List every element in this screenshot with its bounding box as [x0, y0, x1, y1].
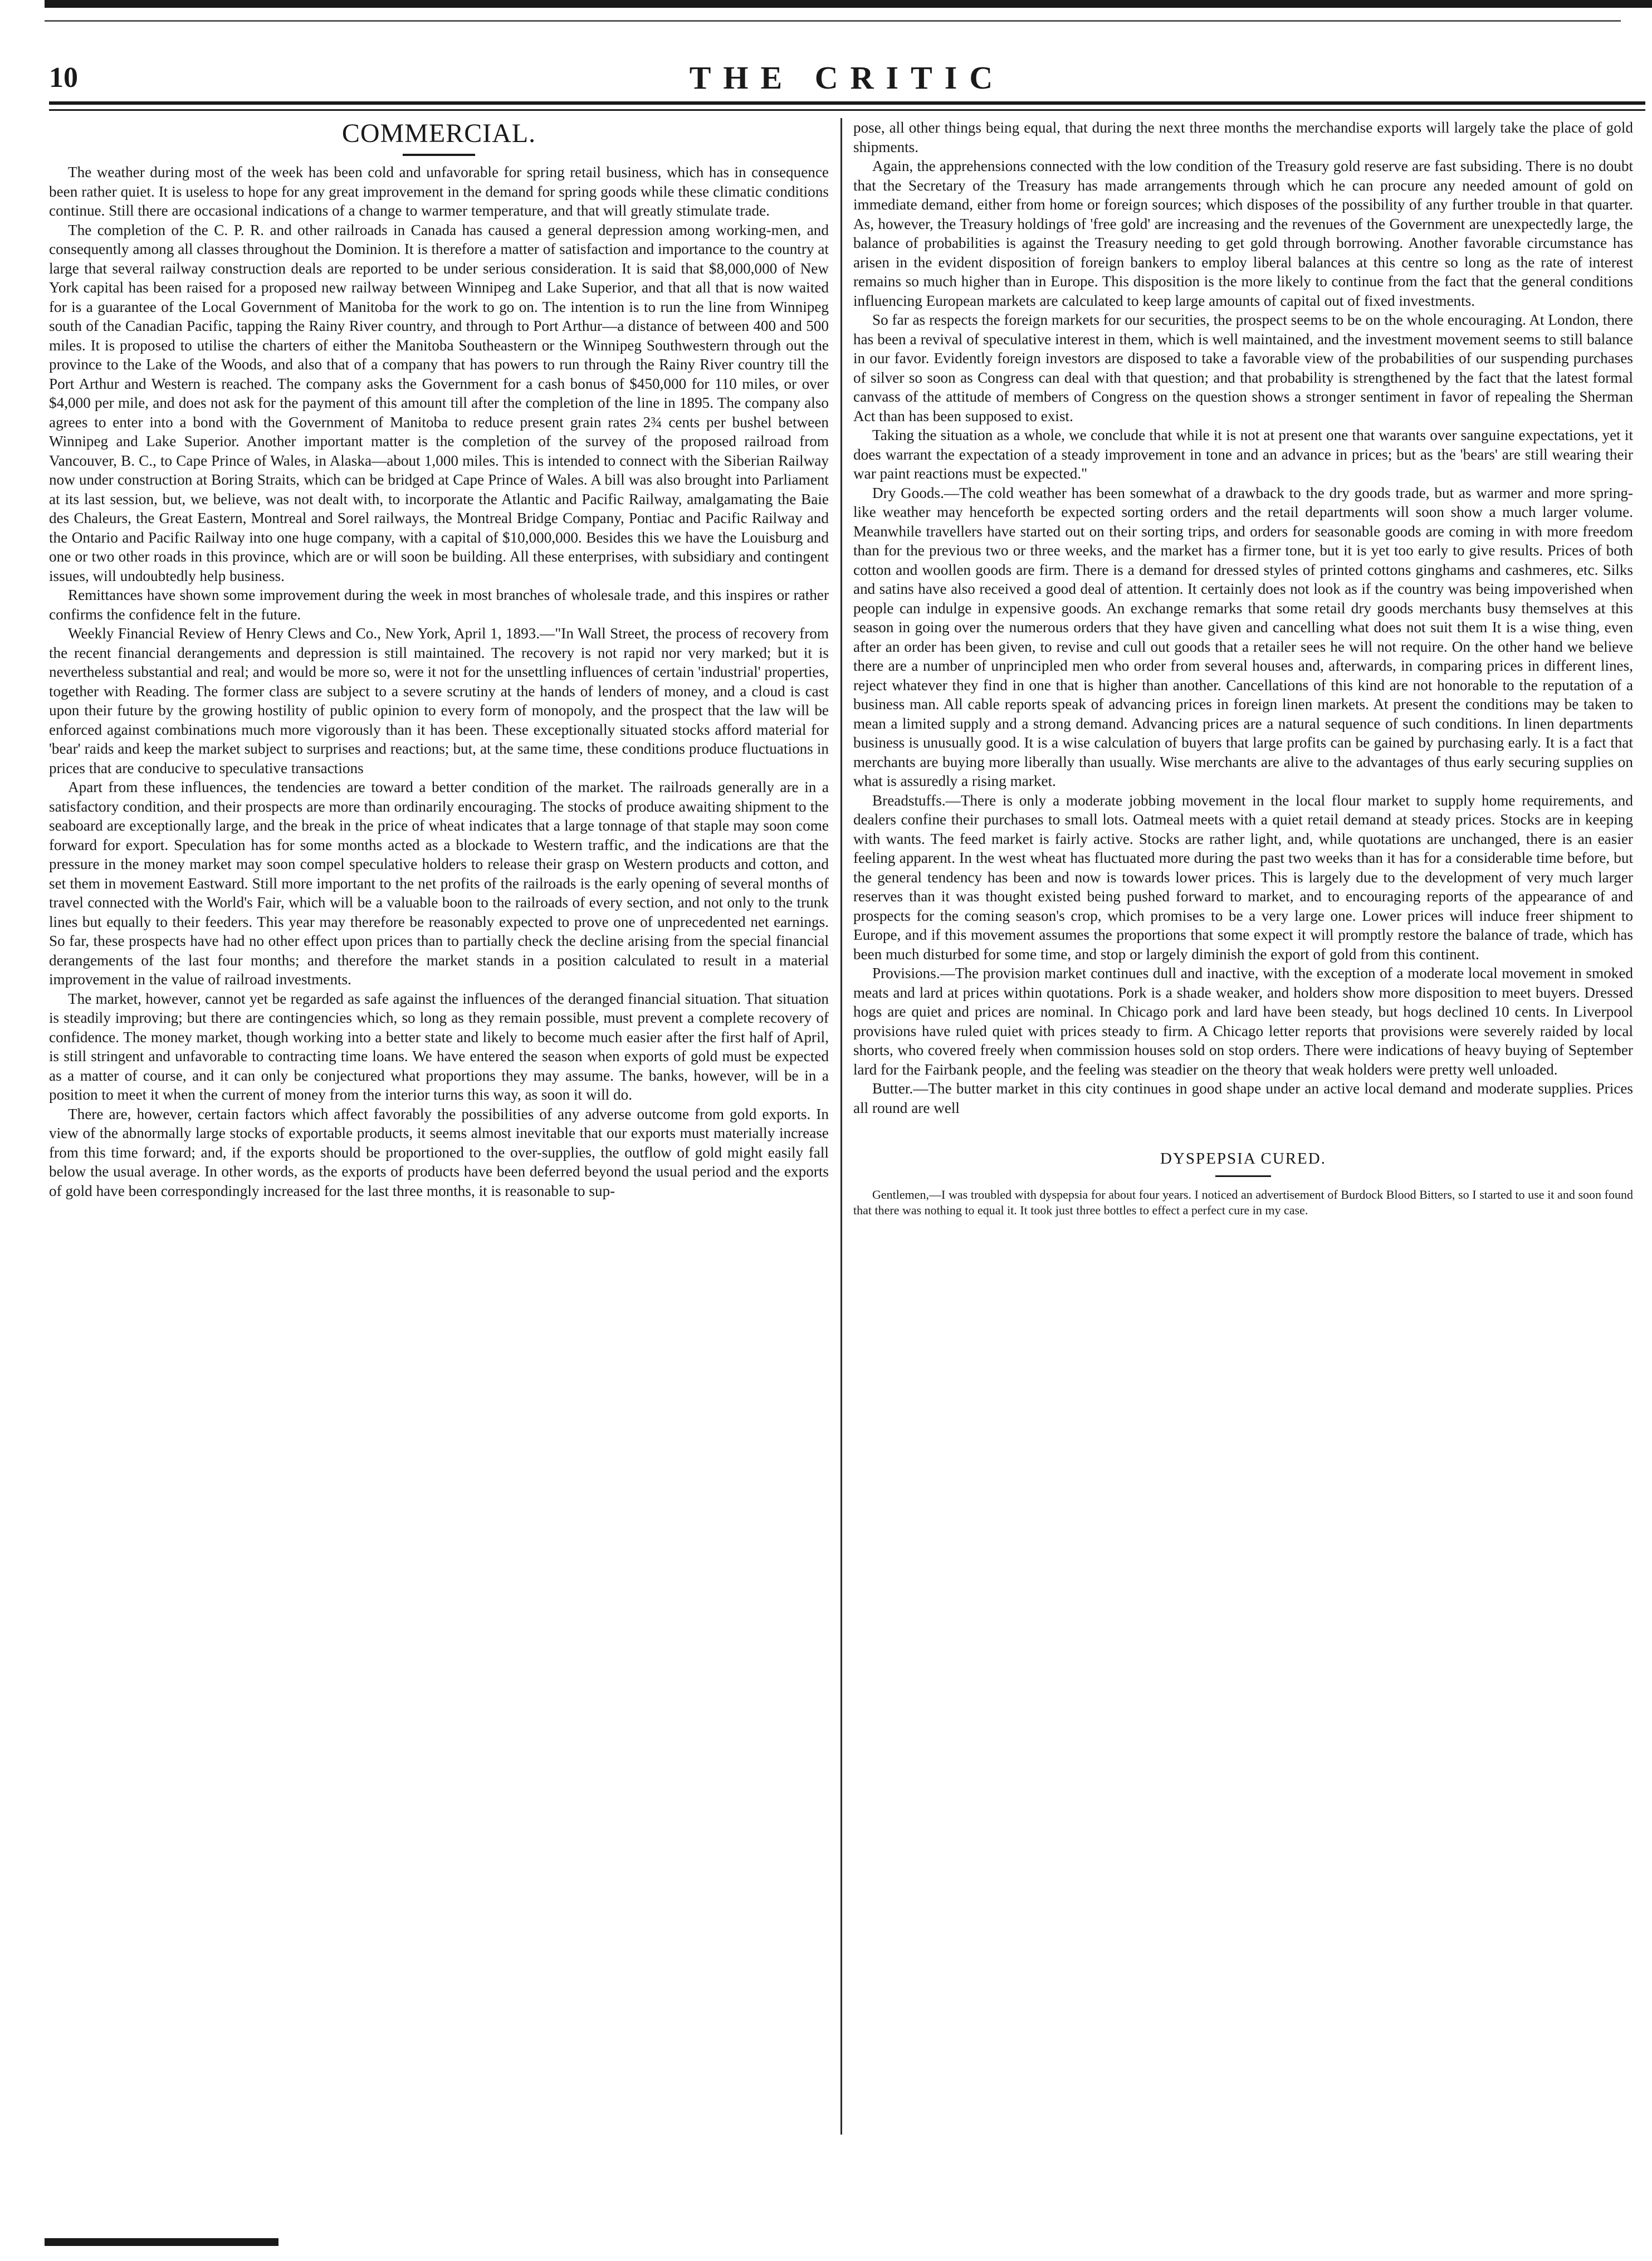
section-title-rule — [403, 154, 475, 156]
paragraph-money-market: The market, however, cannot yet be regarded as safe against the influences of the deranged financial situation. That situation is steadily improving; but there are contingencies which, so long as they remain possible, must prevent a complete recovery of confidence. The money market, though working into a better state and likely to become much easier after the first half of April, is still stringent and unfavorable to contracting time loans. We have entered the season when exports of gold must be expected as a matter of course, and it can only be conjectured what proportions they may assume. The banks, however, will be in a position to meet it when the current of money from the interior turns this way, as soon it will do. — [49, 990, 829, 1103]
section-title: COMMERCIAL. — [341, 119, 536, 148]
column-divider — [840, 118, 842, 2135]
top-border-band — [45, 0, 1652, 8]
paragraph-treasury: Again, the apprehensions connected with the low condition of the Treasury gold reserve are fast subsiding. There is no doubt that the Secretary of the Treasury has made arrangements through which he can procure any needed amount of gold on immediate demand, either from home or foreign sources; which disposes of the possibility of any further trouble in that quarter. As, however, the Treasury holdings of 'free gold' are increasing and the revenues of the Government are unexpectedly large, the balance of probabilities is against the Treasury needing to get gold through borrowing. Another favorable circumstance has arisen in the evident disposition of foreign bankers to employ liberal balances at this centre so long as the rate of interest remains so much higher than in Europe. This disposition is the more likely to continue from the fact that the general conditions influencing European markets are calculated to keep large amounts of capital out of fixed investments. — [853, 158, 1633, 309]
paragraph-market-tendencies: Apart from these influences, the tendencies are toward a better condition of the market. The railroads generally are in a satisfactory condition, and their prospects are more than ordinarily encouraging. The stocks of produce awaiting shipment to the seaboard are exceptionally large, and the break in the price of wheat indicates that a large tonnage of that staple may soon come forward for export. Speculation has for some months acted as a blockade to Western traffic, and the indications are that the pressure in the money market may soon compel speculative holders to release their grasp on Western products and cotton, and set them in movement Eastward. Still more important to the net profits of the railroads is the early opening of several months of travel connected with the World's Fair, which will be a valuable boon to the railroads of every section, and not only to the trunk lines but equally to their feeders. This year may therefore be reasonably expected to prove one of unprecedented net earnings. So far, these prospects have had no other effect upon prices than to partially check the decline arising from the special financial derangements of the last four months; and therefore the market stands in a position calculated to result in a material improvement in the value of railroad investments. — [49, 779, 829, 988]
notice-rule — [1215, 1175, 1271, 1177]
bottom-border-mark — [45, 2238, 278, 2246]
header-rule-thin — [49, 109, 1645, 111]
paragraph-remittances: Remittances have shown some improvement during the week in most branches of wholesale trade, and this inspires or rather confirms the confidence felt in the future. — [49, 587, 829, 623]
top-border-line — [45, 20, 1621, 22]
paragraph-dry-goods: Dry Goods.—The cold weather has been somewhat of a drawback to the dry goods trade, but as warmer and more spring-like weather may henceforth be expected sorting orders and the retail departments will soon show a much larger volume. Meanwhile travellers have started out on their sorting trips, and orders for seasonable goods are coming in with more freedom than for the previous two or three weeks, and the market has a firmer tone, but it is yet too early to give results. Prices of both cotton and woollen goods are firm. There is a demand for dressed styles of printed cottons ginghams and cashmeres, etc. Silks and satins have also received a good deal of attention. It certainly does not look as if the country was being impoverished when people can indulge in expensive goods. An exchange remarks that some retail dry goods merchants busy themselves at this season in going over the numerous orders that they have given and cancelling what does not suit them It is a wise thing, even after an order has been given, to revise and cull out goods that a retailer sees he will not require. On the other hand we believe there are a number of unprincipled men who order from several houses and, afterwards, in comparing prices in different lines, reject whatever they find in one that is higher than another. Cancellations of this kind are not honorable to the reputation of a business man. All cable reports speak of advancing prices in foreign linen markets. At present the conditions may be taken to mean a limited supply and a strong demand. Advancing prices are a natural sequence of such conditions. In linen departments business is unusually good. It is a wise calculation of buyers that large profits can be gained by purchasing early. It is a fact that merchants are buying more liberally than usually. Wise merchants are alive to the advantages of thus early securing supplies on what is assuredly a rising market. — [853, 484, 1633, 789]
right-column — [853, 118, 1633, 2143]
paragraph-weather: The weather during most of the week has been cold and unfavorable for spring retail business, which has in consequence been rather quiet. It is useless to hope for any great improvement in the demand for spring goods while these climatic conditions continue. Still there are occasional indications of a change to warmer temperature, and that will greatly stimulate trade. — [49, 164, 829, 219]
journal-title: THE CRITIC — [689, 60, 1005, 96]
header-rule-thick — [49, 101, 1645, 105]
paragraph-butter: Butter.—The butter market in this city continues in good shape under an active local demand and moderate supplies. Prices all round are well — [853, 1080, 1633, 1116]
page-header — [49, 58, 1645, 98]
paragraph-situation: Taking the situation as a whole, we conclude that while it is not at present one that warants over sanguine expectations, yet it does warrant the expectation of a steady improvement in tone and an advance in prices; but as the 'bears' are still wearing their war paint reactions must be expected." — [853, 427, 1633, 482]
paragraph-breadstuffs: Breadstuffs.—There is only a moderate jobbing movement in the local flour market to supply home requirements, and dealers confine their purchases to small lots. Oatmeal meets with a quiet retail demand at steady prices. Stocks are in keeping with wants. The feed market is fairly active. Stocks are rather light, and, while quotations are unchanged, there is an easier feeling apparent. In the west wheat has fluctuated more during the past two weeks than it has for a considerable time before, but the general tendency has been and now is towards lower prices. This is largely due to the development of very much larger reserves than it was thought existed being pushed forward to market, and to encouraging reports of the appearance of and prospects for the coming season's crop, which promises to be a very large one. Lower prices will induce freer shipment to Europe, and if this movement assumes the proportions that some expect it will promptly restore the balance of trade, which has been much disturbed for some time, and stop or largely diminish the export of gold from this continent. — [853, 792, 1633, 963]
paragraph-continued: pose, all other things being equal, that during the next three months the merchandise exports will largely take the place of gold shipments. — [853, 119, 1633, 155]
notice-title: DYSPEPSIA CURED. — [1160, 1150, 1326, 1168]
paragraph-gold-exports: There are, however, certain factors which affect favorably the possibilities of any adverse outcome from gold exports. In view of the abnormally large stocks of exportable products, it seems almost inevitable that our exports must materially increase from this time forward; and, if the exports should be proportioned to the over-supplies, the outflow of gold might easily fall below the usual average. In other words, as the exports of products have been deferred beyond the usual period and the exports of gold have been correspondingly increased for the last three months, it is reasonable to sup- — [49, 1105, 829, 1199]
notice-body: Gentlemen,—I was troubled with dyspepsia for about four years. I noticed an advertisement of Burdock Blood Bitters, so I started to use it and soon found that there was nothing to equal it. It took just three bottles to effect a perfect cure in my case. — [853, 1188, 1633, 1217]
paragraph-clews-review: Weekly Financial Review of Henry Clews and Co., New York, April 1, 1893.—"In Wall Street, the process of recovery from the recent financial derangements and depression is still maintained. The recovery is not rapid nor very marked; but it is nevertheless substantial and real; and would be more so, were it not for the unsettling influences of certain 'industrial' properties, together with Reading. The former class are subject to a severe scrutiny at the hands of lenders of money, and a cloud is cast upon their future by the growing hostility of public opinion to every form of monopoly, and the prospect that the law will be enforced against combinations much more vigorously than it has been. These exceptionally situated stocks afford material for 'bear' raids and keep the market subject to surprises and reactions; but, at the same time, these conditions produce fluctuations in prices that are conducive to speculative transactions — [49, 625, 829, 777]
paragraph-provisions: Provisions.—The provision market continues dull and inactive, with the exception of a moderate local movement in smoked meats and lard at prices within quotations. Pork is a shade weaker, and holders show more disposition to meet buyers. Dressed hogs are quiet and prices are nominal. In Chicago pork and lard have been steady, but hogs declined 10 cents. In Liverpool provisions have ruled quiet with prices steady to firm. A Chicago letter reports that provisions were severely raided by local shorts, who covered freely when commission houses sold on stop orders. There were indications of heavy buying of September lard for the Fairbank people, and the feeling was steadier on the theory that weak holders were pretty well unloaded. — [853, 965, 1633, 1078]
paragraph-railways: The completion of the C. P. R. and other railroads in Canada has caused a general depression among working-men, and consequently among all classes throughout the Dominion. It is therefore a matter of satisfaction and importance to the country at large that several railway construction deals are reported to be under serious consideration. It is said that $8,000,000 of New York capital has been raised for a proposed new railway between Winnipeg and Lake Superior, and that all that is now waited for is a guarantee of the Local Government of Manitoba for the work to go on. The intention is to run the line from Winnipeg south of the Canadian Pacific, tapping the Rainy River country, and through to Port Arthur—a distance of between 400 and 500 miles. It is proposed to utilise the charters of either the Manitoba Southeastern or the Winnipeg Southwestern through out the province to the Lake of the Woods, and also that of a company that has powers to run through the Rainy River country till the Port Arthur and Western is reached. The company asks the Government for a cash bonus of $450,000 for 110 miles, or over $4,000 per mile, and does not ask for the payment of this amount till after the completion of the line in 1895. The company also agrees to enter into a bond with the Government of Manitoba to reduce present grain rates 2¾ cents per bushel between Winnipeg and Lake Superior. Another important matter is the completion of the survey of the proposed railroad from Vancouver, B. C., to Cape Prince of Wales, in Alaska—about 1,000 miles. This is intended to connect with the Siberian Railway now under construction at Boring Straits, which can be bridged at Cape Prince of Wales. A bill was also brought into Parliament at its last session, but, we believe, was not dealt with, to incorporate the Atlantic and Pacific Railway, amalgamating the Baie des Chaleurs, the Great Eastern, Montreal and Sorel railways, the Montreal Bridge Company, Pontiac and Pacific Railway and the Ontario and Pacific Railway into one huge company, with a capital of $10,000,000. Besides this we have the Louisburg and one or two other roads in this province, which are or will soon be building. All these enterprises, with subsidiary and contingent issues, will undoubtedly help business. — [49, 221, 829, 584]
left-column — [49, 118, 829, 2143]
page-number: 10 — [49, 62, 78, 94]
paragraph-foreign-markets: So far as respects the foreign markets for our securities, the prospect seems to be on the whole encouraging. At London, there has been a revival of speculative interest in them, which is well maintained, and the investment movement seems to still balance in our favor. Evidently foreign investors are disposed to take a favorable view of the probabilities of our suspending purchases of silver so soon as Congress can deal with that question; and that probability is strengthened by the fact that the latest formal canvass of the attitude of members of Congress on the question shows a stronger sentiment in favor of repealing the Sherman Act than has been supposed to exist. — [853, 311, 1633, 424]
